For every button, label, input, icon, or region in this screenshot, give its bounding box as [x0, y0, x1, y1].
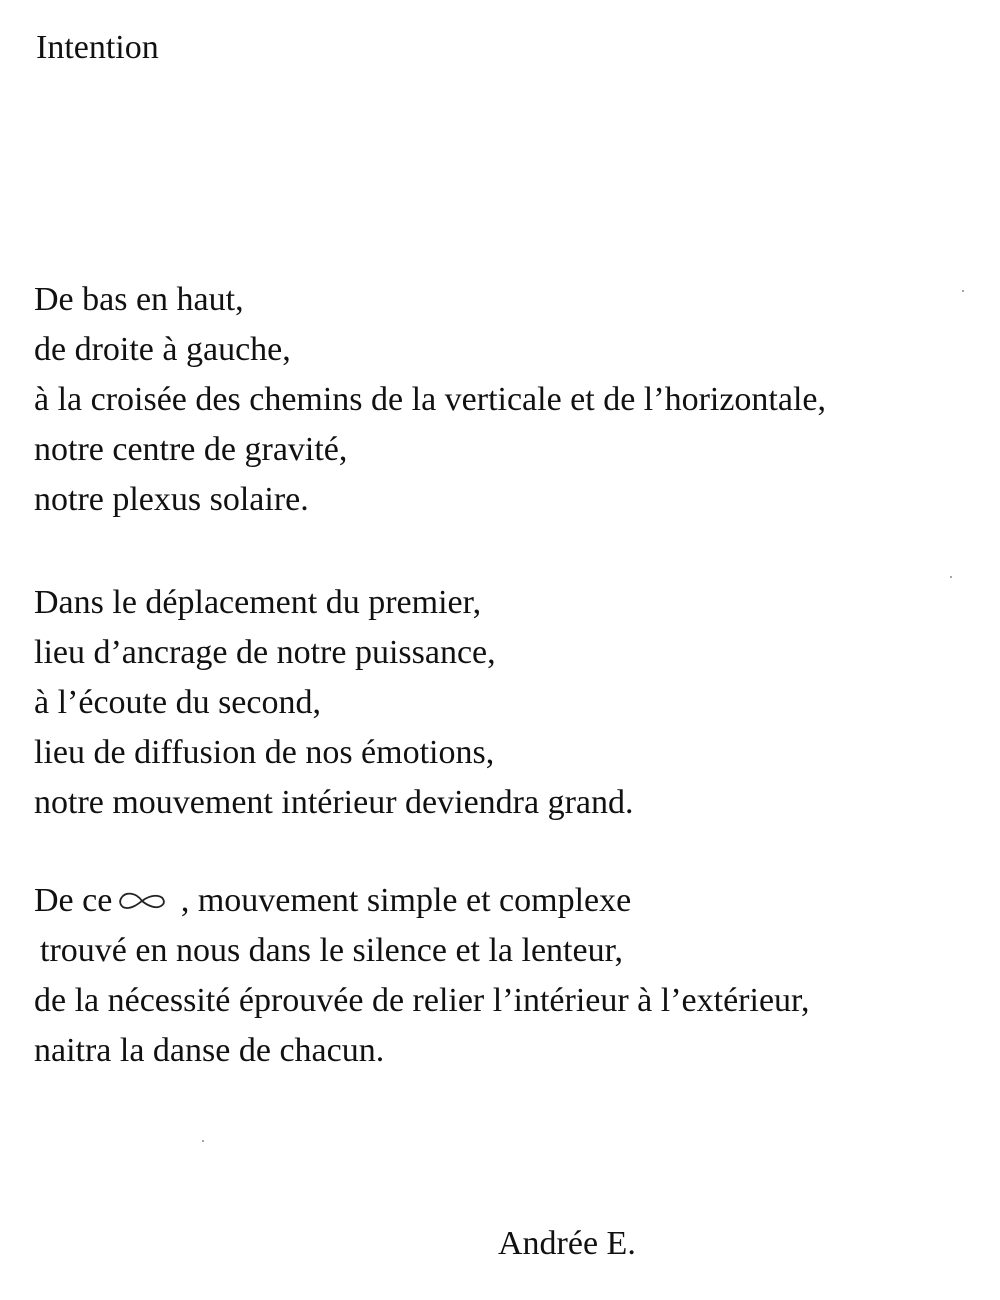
poem-line: de droite à gauche, [34, 331, 291, 368]
scan-speck [950, 576, 952, 578]
infinity-icon [112, 886, 172, 916]
poem-line: Dans le déplacement du premier, [34, 584, 482, 621]
poem-line: De bas en haut, [34, 281, 244, 318]
stanza-1 [34, 275, 826, 525]
poem-line: lieu de diffusion de nos émotions, [34, 734, 495, 771]
poem-line: notre mouvement intérieur deviendra grand. [34, 784, 634, 821]
poem-line: naitra la danse de chacun. [34, 1032, 385, 1069]
stanza-3 [34, 876, 810, 1076]
signature: Andrée E. [498, 1225, 636, 1262]
poem-line-end: , mouvement simple et complexe [172, 882, 632, 919]
poem-line-start: De ce [34, 882, 113, 919]
poem-line: notre centre de gravité, [34, 431, 348, 468]
scan-speck [202, 1140, 204, 1142]
poem-line: trouvé en nous dans le silence et la lenteur, [40, 932, 624, 969]
poem-line: de la nécessité éprouvée de relier l’intérieur à l’extérieur, [34, 982, 810, 1019]
poem-line: notre plexus solaire. [34, 481, 309, 518]
stanza-2 [34, 578, 634, 828]
poem-line: à l’écoute du second, [34, 684, 321, 721]
poem-line: lieu d’ancrage de notre puissance, [34, 634, 496, 671]
scan-speck [962, 290, 964, 292]
poem-title: Intention [36, 29, 159, 66]
poem-line: à la croisée des chemins de la verticale et de l’horizontale, [34, 381, 827, 418]
poem-line-with-symbol [34, 876, 810, 926]
